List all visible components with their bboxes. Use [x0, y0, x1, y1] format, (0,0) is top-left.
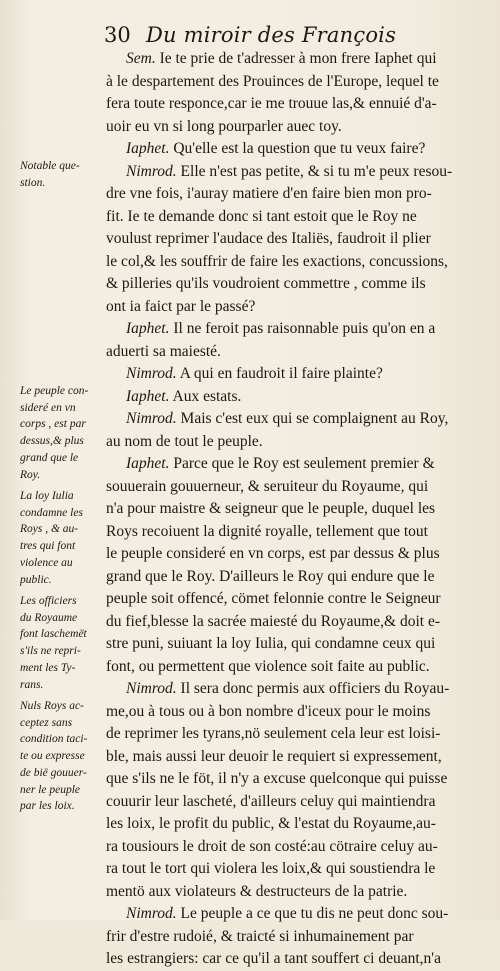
line-text: Roys recoiuent la dignité royalle, tellement que tout	[106, 522, 428, 540]
line-text: stre puni, suiuant la loy Iulia, qui condamne ceux qui	[106, 635, 436, 652]
text-line	[106, 836, 486, 859]
speaker-name: Sem.	[126, 50, 156, 67]
margin-note-line: s'ils ne repri-	[20, 645, 81, 658]
line-text: A qui en faudroit il faire plainte?	[179, 365, 383, 382]
line-text: au nom de tout le peuple.	[106, 432, 263, 450]
speaker-name: Iaphet.	[126, 140, 170, 157]
margin-note-line: violence au	[20, 556, 73, 569]
margin-note-line: sideré en vn	[20, 401, 76, 414]
text-line	[106, 183, 486, 206]
margin-note-line: La loy Iulia	[20, 490, 74, 502]
text-line	[106, 48, 486, 71]
margin-note-line: condamne les	[20, 506, 83, 519]
line-text: les loix, le profit du public, & l'estat du Royaume,au-	[106, 815, 436, 832]
speaker-name: Iaphet.	[126, 320, 170, 337]
speaker-name: Nimrod.	[126, 905, 177, 922]
margin-note-line: condition taci-	[20, 733, 88, 746]
margin-note-line: Nuls Roys ac-	[20, 700, 84, 712]
running-title: Du miroir des François	[146, 23, 397, 47]
text-line	[106, 791, 486, 814]
margin-note-line: ner le peuple	[20, 783, 81, 796]
margin-note	[20, 488, 104, 588]
page-number: 30	[104, 23, 131, 47]
text-line	[106, 206, 486, 229]
text-line	[106, 431, 486, 454]
line-text: me,ou à tous ou à bon nombre d'iceux pour le moins	[106, 702, 431, 720]
line-text: le col,& les souffrir de faire les exactions, concussions,	[106, 252, 448, 270]
line-text: fit. Ie te demande donc si tant estoit que le Roy ne	[106, 207, 417, 225]
line-text: souuerain gouuerneur, & seruiteur du Royaume, qui	[106, 477, 429, 495]
text-line	[106, 363, 486, 386]
text-line	[106, 116, 486, 139]
text-line	[106, 656, 486, 679]
line-text: couurir leur lascheté, d'ailleurs celuy qui maintiendra	[106, 792, 436, 810]
text-line	[106, 678, 486, 701]
line-text: fera toute responce,car ie me trouue las,& ennuié d'a-	[106, 95, 437, 112]
line-text: aduerti sa maiesté.	[106, 342, 221, 360]
text-line	[106, 341, 486, 364]
speaker-name: Iaphet.	[126, 455, 170, 472]
line-text: Le peuple a ce que tu dis ne peut donc sou-	[180, 905, 449, 922]
margin-note-line: ment les Ty-	[20, 661, 76, 674]
margin-note-line: Roys , & au-	[20, 523, 79, 536]
margin-note-line: te ou expresse	[20, 750, 85, 763]
text-line	[106, 228, 486, 251]
line-text: ra tout le tort qui violera les loix,& qui soustiendra le	[106, 860, 436, 877]
speaker-name: Nimrod.	[126, 410, 177, 427]
text-line	[106, 521, 486, 544]
line-text: du fief,blesse la sacrée maiesté du Royaume,& doit e-	[106, 612, 440, 630]
margin-note	[20, 383, 104, 483]
text-line	[106, 251, 486, 274]
margin-note-line: Les officiers	[20, 595, 77, 607]
margin-note-line: du Royaume	[20, 611, 78, 624]
margin-note	[20, 593, 104, 693]
line-text: de reprimer les tyrans,nö seulement cela leur est loisi-	[106, 725, 441, 742]
margin-note-line: stion.	[20, 176, 46, 189]
text-line	[106, 903, 486, 926]
line-text: ble, mais aussi leur deuoir le requiert si expressement,	[106, 747, 442, 765]
text-line	[106, 498, 486, 521]
line-text: Aux estats.	[172, 387, 242, 405]
margin-note-line: public.	[20, 573, 52, 586]
line-text: Elle n'est pas petite, & si tu m'e peux resou-	[180, 162, 453, 180]
line-text: voulust reprimer l'audace des Italiës, faudroit il plier	[106, 230, 431, 247]
margin-note-line: Le peuple con-	[20, 385, 89, 397]
line-text: le peuple consideré en vn corps, est par dessus & plus	[106, 545, 440, 562]
line-text: peuple soit offencé, cömet felonnie contre le Seigneur	[106, 590, 441, 607]
line-text: Ie te prie de t'adresser à mon frere Iaphet qui	[159, 50, 437, 67]
text-line	[106, 858, 486, 881]
margin-note-line: Notable que-	[20, 160, 80, 172]
text-line	[106, 768, 486, 791]
line-text: & pilleries qu'ils voudroient commettre , comme ils	[106, 275, 426, 292]
line-text: frir d'estre rudoié, & traicté si inhumainement par	[106, 927, 414, 945]
line-text: n'a pour maistre & seigneur que le peuple, duquel les	[106, 500, 436, 517]
dialogue-text	[106, 48, 486, 971]
line-text: font, ou permettent que violence soit faite au public.	[106, 657, 430, 675]
text-line	[106, 701, 486, 724]
text-line	[106, 386, 486, 409]
line-text: que s'ils ne le föt, il n'y a excuse quelconque qui puisse	[106, 770, 448, 787]
margin-note-line: corps , est par	[20, 418, 86, 431]
line-text: dre vne fois, i'auray matiere d'en faire bien mon pro-	[106, 185, 432, 202]
text-line	[106, 93, 486, 116]
speaker-name: Iaphet.	[126, 387, 170, 405]
text-line	[106, 948, 486, 971]
line-text: Qu'elle est la question que tu veux faire?	[173, 140, 426, 157]
text-line	[106, 881, 486, 904]
line-text: mentö aux violateurs & destructeurs de la patrie.	[106, 882, 408, 900]
text-line	[106, 408, 486, 431]
text-line	[106, 318, 486, 341]
text-line	[106, 273, 486, 296]
line-text: uoir eu vn si long pourparler auec toy.	[106, 117, 342, 135]
text-line	[106, 296, 486, 319]
margin-note-line: rans.	[20, 678, 44, 691]
text-line	[106, 926, 486, 949]
speaker-name: Nimrod.	[126, 680, 177, 697]
margin-note-line: ceptez sans	[20, 716, 73, 729]
text-line	[106, 566, 486, 589]
speaker-name: Nimrod.	[126, 365, 177, 382]
margin-note-line: par les loix.	[20, 800, 75, 813]
text-line	[106, 476, 486, 499]
margin-note	[20, 698, 104, 815]
margin-note-line: font laschemët	[20, 628, 87, 641]
margin-note-line: grand que le	[20, 451, 79, 464]
margin-note-line: tres qui font	[20, 540, 76, 553]
margin-note	[20, 158, 104, 191]
text-line	[106, 161, 486, 184]
line-text: les estrangiers: car ce qu'il a tant souffert ci deuant,n'a	[106, 950, 441, 967]
text-line	[106, 633, 486, 656]
page-header	[104, 20, 444, 50]
text-line	[106, 543, 486, 566]
line-text: ra tousiours le droit de son costé:au cötraire celuy au-	[106, 837, 438, 855]
speaker-name: Nimrod.	[126, 162, 177, 180]
text-line	[106, 723, 486, 746]
line-text: ont ia faict par le passé?	[106, 297, 256, 315]
text-line	[106, 611, 486, 634]
line-text: Il ne feroit pas raisonnable puis qu'on en a	[173, 320, 436, 337]
text-line	[106, 746, 486, 769]
line-text: Mais c'est eux qui se complaignent au Roy,	[180, 410, 449, 427]
margin-note-line: Roy.	[20, 468, 41, 481]
text-line	[106, 813, 486, 836]
text-line	[106, 588, 486, 611]
text-line	[106, 453, 486, 476]
margin-note-line: dessus,& plus	[20, 435, 84, 448]
line-text: grand que le Roy. D'ailleurs le Roy qui endure que le	[106, 567, 435, 585]
text-line	[106, 71, 486, 94]
line-text: à le despartement des Prouinces de l'Europe, lequel te	[106, 72, 439, 90]
margin-note-line: de bië gouuer-	[20, 766, 87, 779]
line-text: Il sera donc permis aux officiers du Royau-	[180, 680, 450, 697]
line-text: Parce que le Roy est seulement premier &	[173, 455, 435, 472]
text-line	[106, 138, 486, 161]
